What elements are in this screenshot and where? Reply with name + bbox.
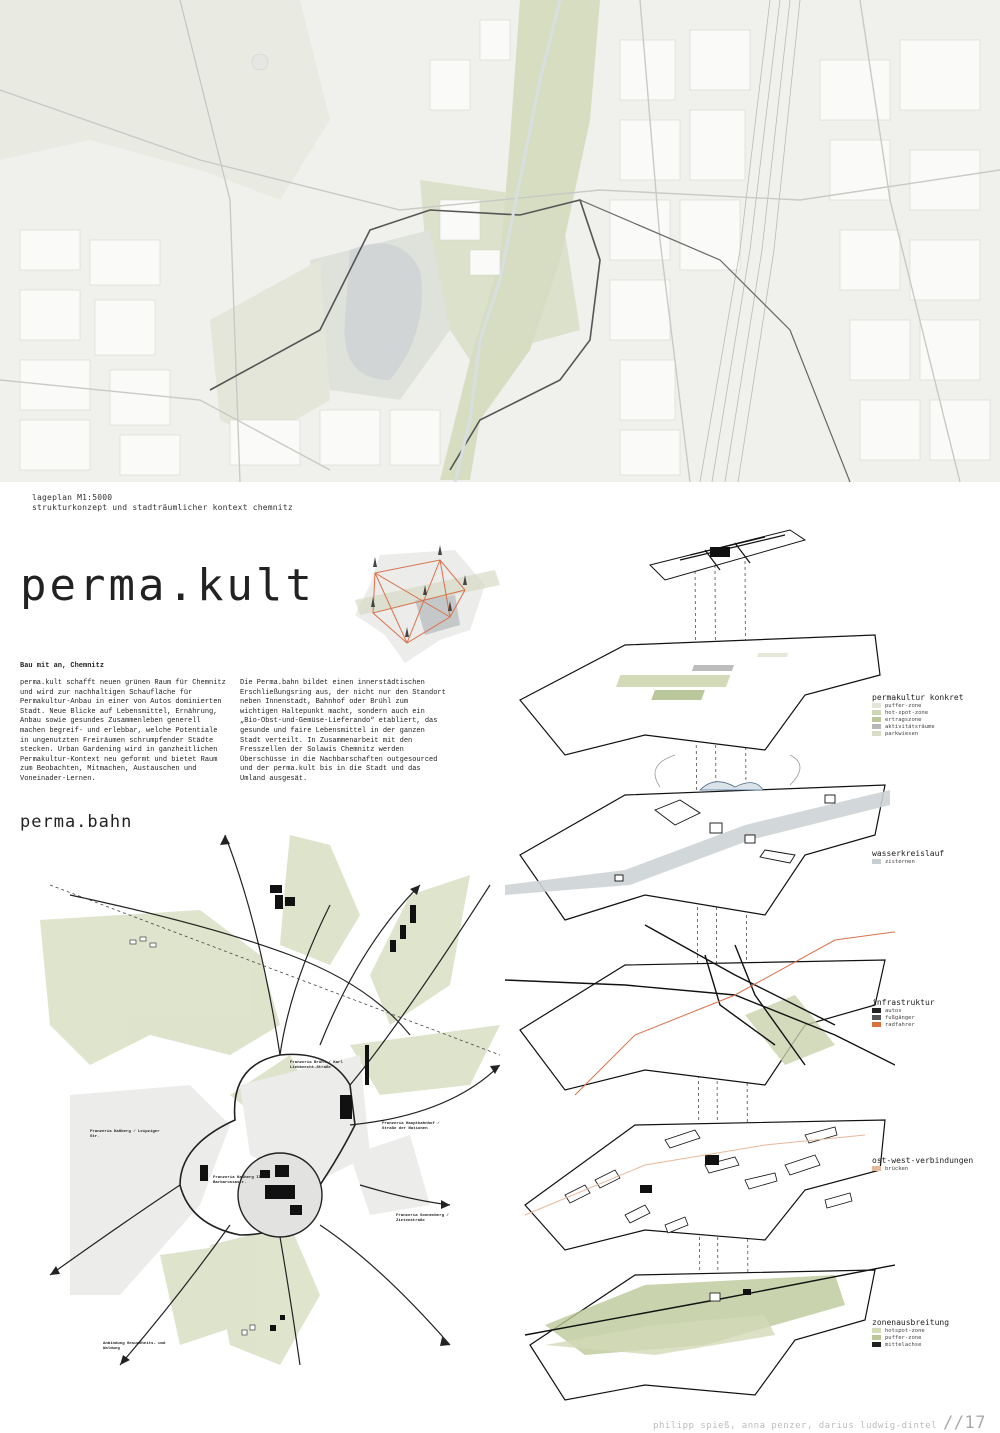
section-subtitle: perma.bahn bbox=[20, 812, 133, 832]
site-plan-context-caption: strukturkonzept und stadträumlicher kontext chemnitz bbox=[32, 503, 293, 512]
legend-swatch bbox=[872, 1335, 881, 1340]
legend-label: brücken bbox=[885, 1165, 909, 1172]
legend-label: zisternen bbox=[885, 858, 915, 865]
legend-title: zonenausbreitung bbox=[872, 1318, 950, 1327]
legend-label: autos bbox=[885, 1007, 902, 1014]
legend-label: fußgänger bbox=[885, 1014, 915, 1021]
map-label-bruehl: Franzeria Brühl / Karl Liebknecht-Straße bbox=[290, 1061, 343, 1070]
legend-infrastruktur bbox=[872, 998, 935, 1028]
legend-title: infrastruktur bbox=[872, 998, 935, 1007]
map-label-anbindung: Anbindung Gesundheits- und Waldweg bbox=[103, 1342, 166, 1351]
legend-label: mittelachse bbox=[885, 1341, 922, 1348]
legend-swatch bbox=[872, 731, 881, 736]
legend-item bbox=[872, 1341, 949, 1348]
legend-label: hotspot-zone bbox=[885, 1327, 925, 1334]
legend-swatch bbox=[872, 710, 881, 715]
footer-authors: philipp spieß, anna penzer, darius ludwig-dintel bbox=[653, 1421, 938, 1431]
legend-swatch bbox=[872, 717, 881, 722]
map-label-kassberg: Franzeria Kaßberg / Leipziger Str. bbox=[90, 1130, 160, 1139]
legend-swatch bbox=[872, 1022, 881, 1027]
intro-paragraph: perma.kult schafft neuen grünen Raum für Chemnitz und wird zur nachhaltigen Schaufläche für Permakultur-Anbau in einer von Autos dominierten Stadt. Neue Blicke auf Lebensmittel, Ernährung, Anbau sowie gesundes Zusammenleben generell machen begreif- und erlebbar, welche Potentiale in ungenutzten Freiräumen schrumpfender Städte stecken. Urban Gardening wird in ganzheitlichen Permakultur-Kontext neu geformt und bietet Raum zum Beobachten, Mitmachen, Austauschen und Voneinader-Lernen. bbox=[20, 679, 226, 783]
perma-bahn-map bbox=[30, 825, 500, 1375]
legend-swatch bbox=[872, 1328, 881, 1333]
legend-item bbox=[872, 1334, 949, 1341]
legend-swatch bbox=[872, 1015, 881, 1020]
legend-item bbox=[872, 702, 964, 709]
legend-label: aktivitätsräume bbox=[885, 723, 935, 730]
legend-title: permakultur konkret bbox=[872, 693, 964, 702]
bahn-paragraph: Die Perma.bahn bildet einen innerstädtischen Erschließungsring aus, der nicht nur den Standort neben Innenstadt, Bahnhof oder Brühl zum wichtigen Haltepunkt macht, sondern auch ein „Bio-Obst-und-Gemüse-Lieferando“ etabliert, das gesunde und faire Lebensmittel in der ganzen Stadt verteilt. In Zusammenarbeit mit den Fresszellen der Solawis Chemnitz werden Überschüsse in die Nachbarschaften outgesourced und der perma.kult bis in die Stadt und das Umland ausgesät. bbox=[240, 679, 446, 783]
legend-label: ertragszone bbox=[885, 716, 922, 723]
legend-label: puffer-zone bbox=[885, 702, 922, 709]
legend-swatch bbox=[872, 859, 881, 864]
legend-permakultur bbox=[872, 693, 964, 737]
page-number: //17 bbox=[943, 1413, 986, 1433]
legend-swatch bbox=[872, 1166, 881, 1171]
map-label-kassberg-2: Franzeria Kaßberg II / Barbarossastr. bbox=[213, 1176, 266, 1185]
legend-label: hot-spot-zone bbox=[885, 709, 929, 716]
legend-item bbox=[872, 858, 944, 865]
legend-swatch bbox=[872, 724, 881, 729]
legend-label: puffer-zone bbox=[885, 1334, 922, 1341]
legend-item bbox=[872, 716, 964, 723]
site-plan-drawing bbox=[0, 0, 1000, 482]
legend-title: wasserkreislauf bbox=[872, 849, 945, 858]
exploded-layer-diagram bbox=[505, 525, 895, 1410]
legend-item bbox=[872, 1007, 935, 1014]
section-label: Bau mit an, Chemnitz bbox=[20, 662, 105, 670]
site-plan-map bbox=[0, 0, 1000, 482]
legend-item bbox=[872, 709, 964, 716]
legend-title: ost-west-verbindungen bbox=[872, 1156, 974, 1165]
page-title: perma.kult bbox=[20, 560, 315, 611]
map-label-sonnenberg: Franzeria Sonnenberg / Zietenstraße bbox=[396, 1214, 449, 1223]
footer bbox=[653, 1413, 986, 1433]
map-label-hauptbahnhof: Franzeria Hauptbahnhof / Straße der Nationen bbox=[382, 1122, 440, 1131]
legend-swatch bbox=[872, 1008, 881, 1013]
legend-item bbox=[872, 1327, 949, 1334]
site-plan-scale-caption: lageplan M1:5000 bbox=[32, 493, 113, 502]
legend-item bbox=[872, 1014, 935, 1021]
concept-network-diagram bbox=[345, 545, 505, 670]
legend-swatch bbox=[872, 703, 881, 708]
legend-item bbox=[872, 730, 964, 737]
legend-item bbox=[872, 723, 964, 730]
legend-wasserkreislauf bbox=[872, 849, 944, 865]
legend-item bbox=[872, 1165, 973, 1172]
legend-label: parkwiesen bbox=[885, 730, 919, 737]
legend-ost-west bbox=[872, 1156, 973, 1172]
legend-zonenausbreitung bbox=[872, 1318, 949, 1348]
legend-swatch bbox=[872, 1342, 881, 1347]
legend-item bbox=[872, 1021, 935, 1028]
legend-label: radfahrer bbox=[885, 1021, 915, 1028]
